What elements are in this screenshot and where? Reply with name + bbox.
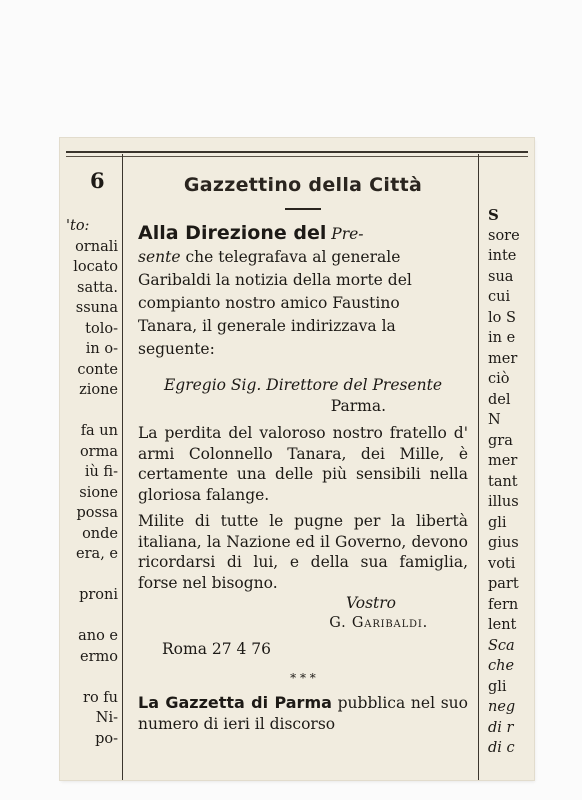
left-line: sione xyxy=(79,484,118,501)
left-line: onde xyxy=(82,525,118,542)
left-line: era, e xyxy=(76,546,118,562)
left-line: iù fi- xyxy=(84,464,118,480)
left-line: satta. xyxy=(77,279,118,296)
left-line: conte xyxy=(77,361,118,378)
right-line: di c xyxy=(488,740,515,756)
right-line: lent xyxy=(488,617,517,633)
left-line: ano e xyxy=(78,628,118,644)
intro-text: che telegrafava al generale xyxy=(185,248,401,266)
left-line: Ni- xyxy=(95,710,118,726)
right-line: ciò xyxy=(488,371,510,387)
left-line: ornali xyxy=(75,238,118,255)
left-line: ro fu xyxy=(83,689,118,706)
left-line: possa xyxy=(76,505,118,521)
lead-italic-2: sente xyxy=(138,248,181,266)
closing: Vostro xyxy=(345,594,396,612)
separator: * * * xyxy=(290,671,316,685)
left-line: zione xyxy=(79,382,118,398)
right-line: Sca xyxy=(488,637,515,654)
right-line: sore xyxy=(488,227,520,244)
left-line xyxy=(66,606,122,627)
lead-bold: Alla Direzione del xyxy=(138,222,327,244)
right-line: neg xyxy=(488,699,516,715)
top-rule xyxy=(66,151,528,157)
left-line: tolo- xyxy=(85,320,118,337)
letter-paragraph-1: La perdita del valoroso nostro fratello d' armi Colonnello Tanara, dei Mille, è certamente una delle più sensibili nella gloriosa falange. xyxy=(138,424,468,504)
newspaper-clipping xyxy=(60,138,534,780)
city: Parma. xyxy=(330,397,386,415)
heading-dash xyxy=(285,208,321,210)
right-line: che xyxy=(488,658,515,674)
main-column xyxy=(138,170,468,751)
right-line: lo S xyxy=(488,309,516,326)
right-line: gli xyxy=(488,678,507,695)
right-line: tant xyxy=(488,473,518,490)
left-line: in o- xyxy=(85,341,118,357)
left-line: 'to: xyxy=(66,218,90,234)
right-line: illus xyxy=(488,494,519,510)
intro-line: seguente: xyxy=(138,340,215,358)
dateline: Roma 27 4 76 xyxy=(162,640,272,658)
right-line: fern xyxy=(488,596,519,613)
intro-line: Garibaldi la notizia della morte del xyxy=(138,271,412,289)
intro-paragraph xyxy=(138,222,468,361)
left-line: ermo xyxy=(80,648,118,665)
right-line: di r xyxy=(488,719,514,736)
right-line: gra xyxy=(488,432,513,449)
letter-paragraph-2: Milite di tutte le pugne per la libertà italiana, la Nazione ed il Governo, devono ricordarsi di lui, e della sua famiglia, forse nel bisogno. xyxy=(138,512,468,592)
left-line: fa un xyxy=(80,423,118,439)
right-line: N xyxy=(488,412,501,428)
left-line xyxy=(66,401,122,422)
right-line: mer xyxy=(488,453,518,469)
left-line: orma xyxy=(79,443,118,460)
left-line: locato xyxy=(73,259,118,275)
salutation: Egregio Sig. Direttore del Presente xyxy=(163,376,443,394)
lead-italic-1: Pre- xyxy=(331,225,364,243)
right-line: in e xyxy=(488,330,516,346)
intro-line: Tanara, il generale indirizzava la xyxy=(138,317,396,335)
right-column-fragment xyxy=(488,205,534,759)
left-column-fragment xyxy=(66,216,122,749)
next-lead-bold: La Gazzetta di Parma xyxy=(138,693,332,712)
next-article xyxy=(138,692,468,735)
left-line: po- xyxy=(95,730,118,747)
separator-asterisks xyxy=(138,673,468,684)
right-line: sua xyxy=(488,268,514,285)
page-number: 6 xyxy=(90,168,105,193)
right-line: mer xyxy=(488,350,518,367)
right-line: S xyxy=(488,206,499,224)
right-line: cui xyxy=(488,289,511,305)
left-line xyxy=(66,667,122,688)
intro-line: compianto nostro amico Faustino xyxy=(138,294,400,312)
right-line: gius xyxy=(488,535,519,551)
right-line: voti xyxy=(488,555,516,572)
right-line: del xyxy=(488,391,511,408)
left-line xyxy=(66,565,122,586)
next-text: pubblica nel suo numero di ieri il discorso xyxy=(138,694,468,733)
right-line: gli xyxy=(488,514,507,531)
column-divider-right xyxy=(478,154,479,780)
column-divider-left xyxy=(122,154,123,780)
right-line: inte xyxy=(488,248,517,264)
right-line: part xyxy=(488,576,519,592)
left-line: proni xyxy=(79,587,118,603)
signature: G. Garibaldi. xyxy=(329,615,428,631)
letter-header xyxy=(138,375,468,417)
section-heading: Gazzettino della Città xyxy=(183,174,423,196)
left-line: ssuna xyxy=(75,300,118,316)
